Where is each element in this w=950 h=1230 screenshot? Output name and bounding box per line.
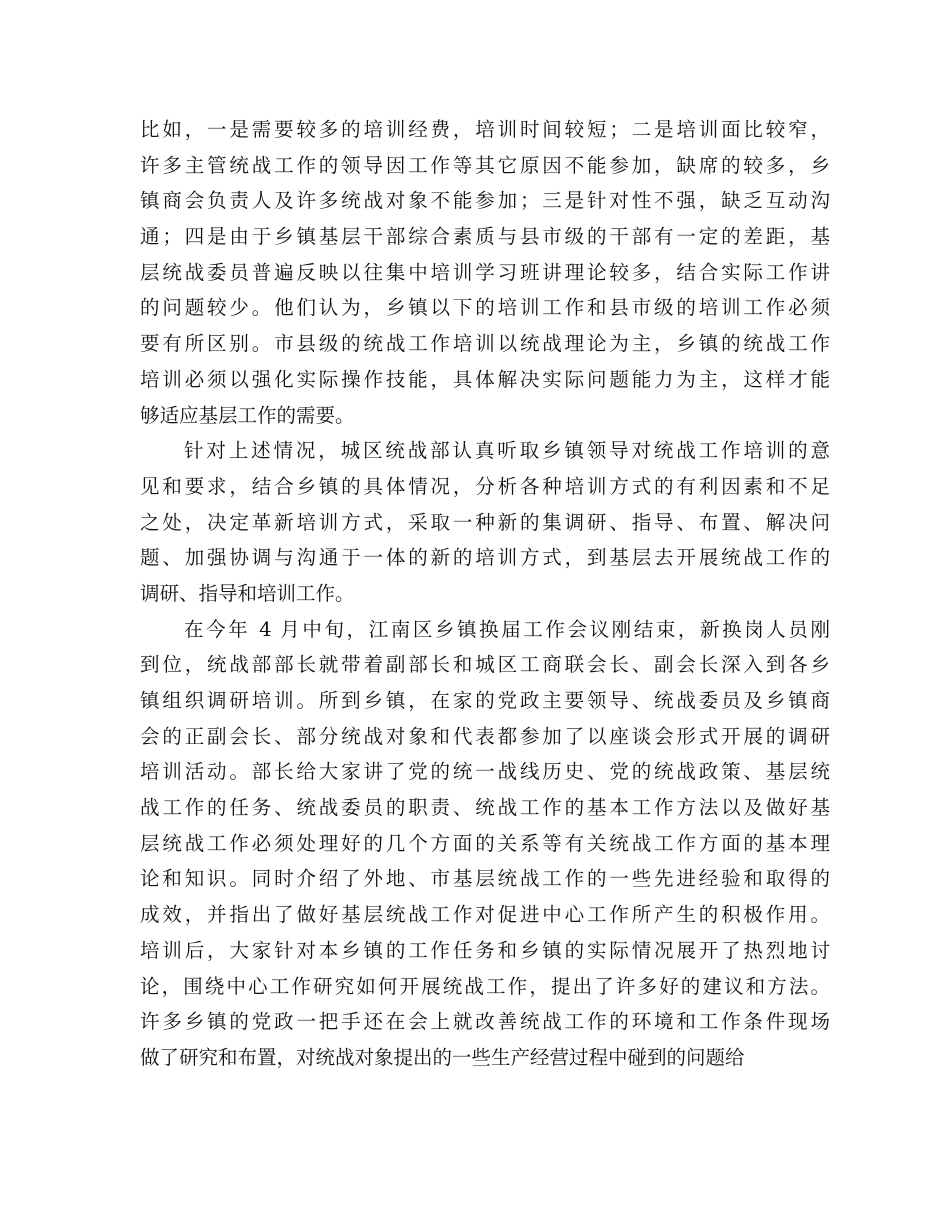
text-line: 许多乡镇的党政一把手还在会上就改善统战工作的环境和工作条件现场 (140, 1010, 830, 1034)
text-line: 战工作的任务、统战委员的职责、统战工作的基本工作方法以及做好基 (140, 796, 830, 820)
text-line: 培训活动。部长给大家讲了党的统一战线历史、党的统战政策、基层统 (140, 760, 830, 784)
text-line: 到位，统战部部长就带着副部长和城区工商联会长、副会长深入到各乡 (140, 653, 830, 677)
paragraph-2 (140, 433, 830, 611)
text-line: 层统战委员普遍反映以往集中培训学习班讲理论较多，结合实际工作讲 (140, 260, 830, 284)
text-line: 做了研究和布置，对统战对象提出的一些生产经营过程中碰到的问题给 (140, 1045, 745, 1069)
text-line: 层统战工作必须处理好的几个方面的关系等有关统战工作方面的基本理 (140, 831, 830, 855)
text-line: 针对上述情况，城区统战部认真听取乡镇领导对统战工作培训的意 (184, 439, 830, 463)
paragraph-3 (140, 612, 830, 1076)
text-line: 的问题较少。他们认为，乡镇以下的培训工作和县市级的培训工作必须 (140, 296, 830, 320)
text-line: 见和要求，结合乡镇的具体情况，分析各种培训方式的有利因素和不足 (140, 474, 830, 498)
text-line: 镇商会负责人及许多统战对象不能参加；三是针对性不强，缺乏互动沟 (140, 189, 830, 213)
text-line: 通；四是由于乡镇基层干部综合素质与县市级的干部有一定的差距，基 (140, 225, 830, 249)
text-line: 成效，并指出了做好基层统战工作对促进中心工作所产生的积极作用。 (140, 903, 830, 927)
text-line: 够适应基层工作的需要。 (140, 403, 355, 427)
text-line: 比如，一是需要较多的培训经费，培训时间较短；二是培训面比较窄， (140, 118, 830, 141)
text-line: 题、加强协调与沟通于一体的新的培训方式，到基层去开展统战工作的 (140, 546, 830, 570)
paragraph-1 (140, 112, 830, 433)
text-line: 论和知识。同时介绍了外地、市基层统战工作的一些先进经验和取得的 (140, 867, 830, 891)
text-line: 要有所区别。市县级的统战工作培训以统战理论为主，乡镇的统战工作 (140, 332, 830, 356)
text-line: 论，围绕中心工作研究如何开展统战工作，提出了许多好的建议和方法。 (140, 974, 830, 998)
text-line: 许多主管统战工作的领导因工作等其它原因不能参加，缺席的较多，乡 (140, 153, 830, 177)
text-line: 培训后，大家针对本乡镇的工作任务和乡镇的实际情况展开了热烈地讨 (140, 938, 830, 962)
text-line: 之处，决定革新培训方式，采取一种新的集调研、指导、布置、解决问 (140, 510, 830, 534)
text-line: 培训必须以强化实际操作技能，具体解决实际问题能力为主，这样才能 (140, 367, 830, 391)
text-line: 镇组织调研培训。所到乡镇，在家的党政主要领导、统战委员及乡镇商 (140, 689, 830, 712)
text-line: 在今年 4 月中旬，江南区乡镇换届工作会议刚结束，新换岗人员刚 (184, 617, 830, 641)
text-line: 调研、指导和培训工作。 (140, 581, 355, 605)
document-body (140, 112, 830, 1076)
text-line: 会的正副会长、部分统战对象和代表都参加了以座谈会形式开展的调研 (140, 724, 830, 748)
